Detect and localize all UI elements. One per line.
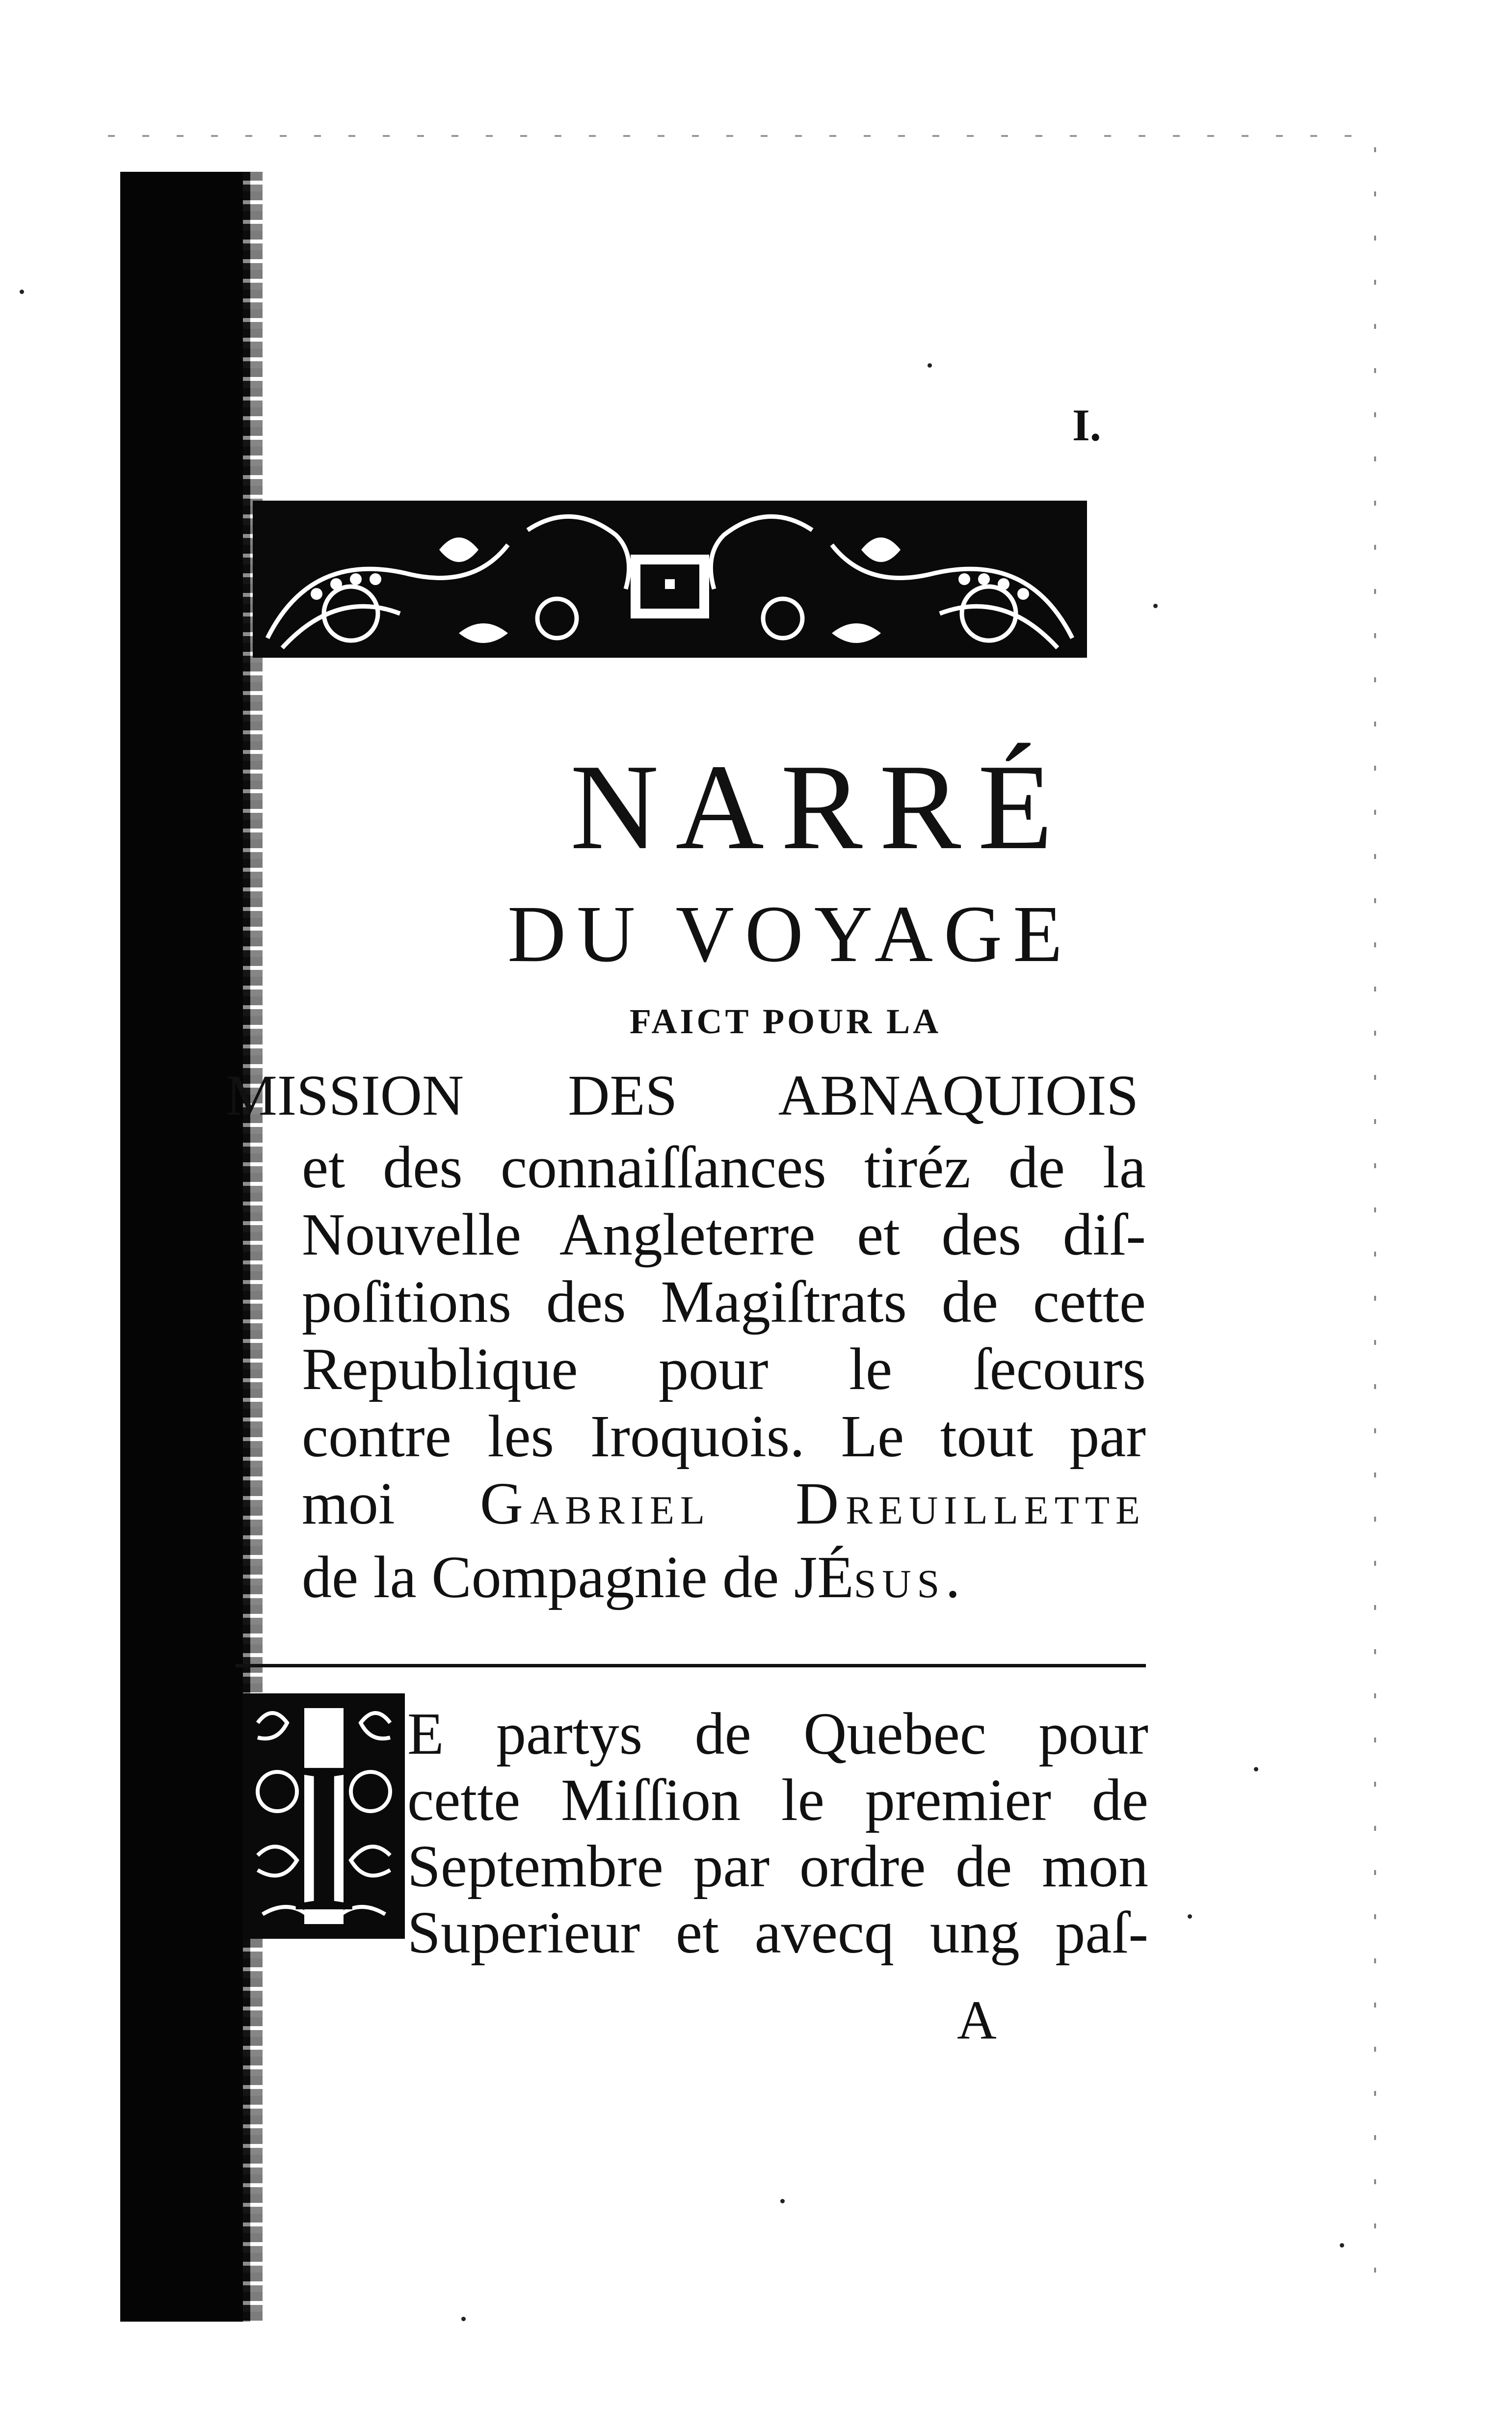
- title-narre: NARRÉ: [570, 739, 1070, 875]
- body-text: [407, 1701, 1148, 1966]
- society-suffix: .: [945, 1544, 960, 1610]
- page-right-edge: [1374, 147, 1376, 2307]
- author-line: [302, 1470, 1146, 1544]
- title-mission: MISSION DES ABNAQUIOIS: [226, 1063, 1139, 1127]
- first-name-rest: ABRIEL: [530, 1488, 711, 1532]
- speck: [1254, 1767, 1258, 1771]
- last-name-initial: D: [796, 1471, 846, 1537]
- last-name-rest: REUILLETTE: [846, 1488, 1146, 1532]
- speck: [1340, 2243, 1344, 2248]
- catchword: A: [957, 1990, 997, 2051]
- page-top-edge: [108, 135, 1364, 137]
- society-prefix: de la Compagnie de: [302, 1544, 779, 1610]
- title-faict-pour-la: FAICT POUR LA: [629, 1002, 942, 1041]
- subtitle-block: [302, 1134, 1146, 1617]
- subtitle-line: Republique pour le ſecours: [302, 1336, 1146, 1402]
- speck: [928, 363, 932, 368]
- horizontal-rule: [236, 1664, 1146, 1667]
- body-line: cette Miſſion le premier de: [407, 1767, 1148, 1833]
- society-line: [302, 1544, 1146, 1617]
- body-line: E partys de Quebec pour: [407, 1701, 1148, 1767]
- society-name-initial: JÉ: [794, 1544, 854, 1610]
- speck: [1153, 604, 1158, 608]
- title-du-voyage: DU VOYAGE: [507, 889, 1073, 979]
- subtitle-line: poſitions des Magiſtrats de cette: [302, 1269, 1146, 1335]
- speck: [1188, 1914, 1192, 1919]
- first-name-initial: G: [479, 1471, 530, 1537]
- body-line: Superieur et avecq ung paſ-: [407, 1900, 1148, 1966]
- drop-cap-letter: I: [288, 1717, 360, 1939]
- speck: [780, 2199, 785, 2203]
- author-last-name: [796, 1471, 1146, 1537]
- speck: [461, 2317, 466, 2321]
- society-name-rest: SUS: [853, 1561, 946, 1606]
- subtitle-line: contre les Iroquois. Le tout par: [302, 1403, 1146, 1470]
- subtitle-line: Nouvelle Angleterre et des diſ-: [302, 1202, 1146, 1268]
- ornamental-headpiece: [253, 491, 1087, 665]
- society-name: [794, 1544, 945, 1610]
- page-number: I.: [1072, 400, 1101, 450]
- author-first-name: [480, 1471, 711, 1537]
- binding-shadow: [120, 172, 250, 2322]
- subtitle-line: et des connaiſſances tiréz de la: [302, 1134, 1146, 1201]
- author-prefix: moi: [302, 1471, 395, 1537]
- decorated-initial: [243, 1693, 405, 1939]
- speck: [20, 290, 24, 294]
- body-line: Septembre par ordre de mon: [407, 1833, 1148, 1900]
